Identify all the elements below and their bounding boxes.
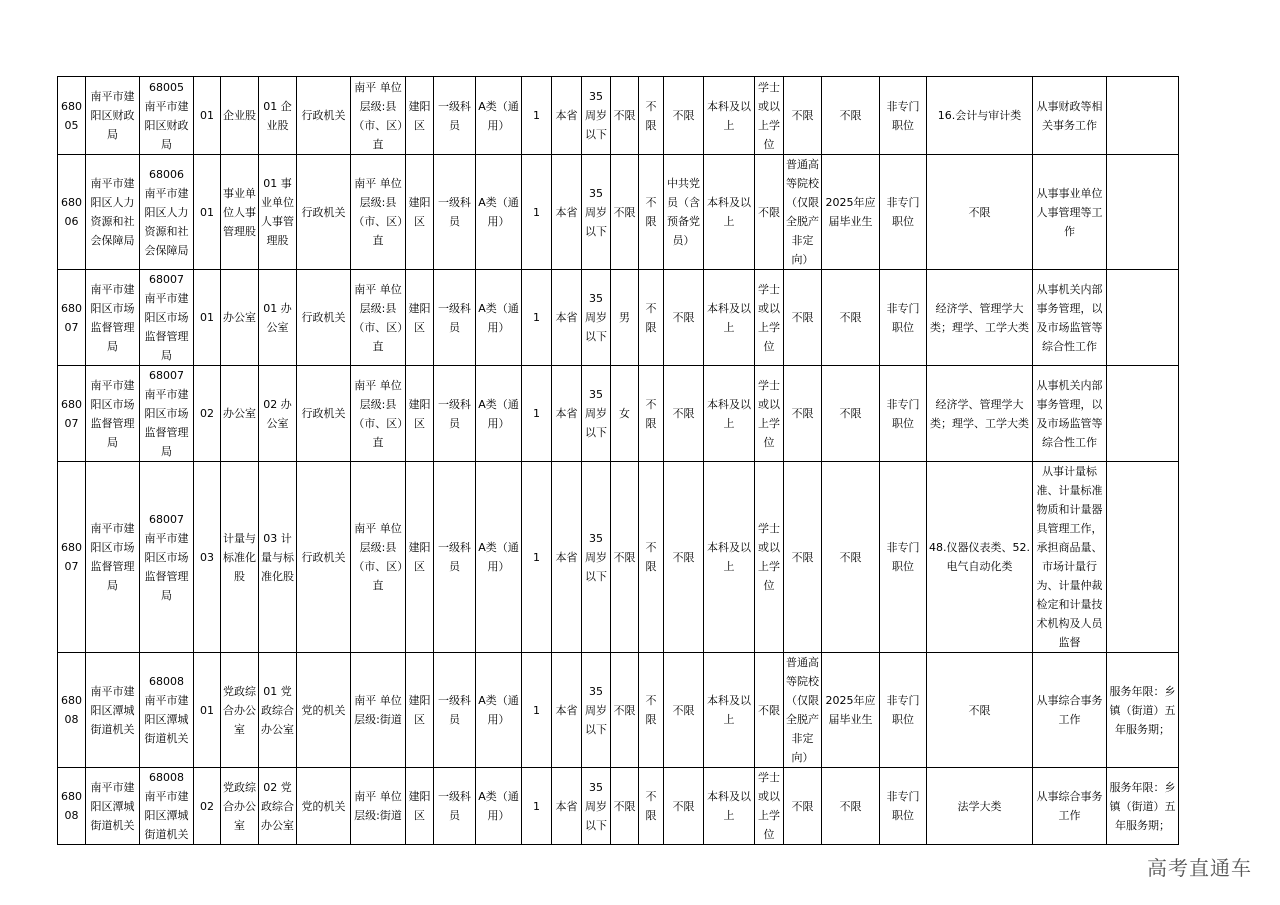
table-cell: 不限 — [639, 77, 664, 155]
table-cell — [1107, 270, 1179, 366]
table-cell: 不限 — [784, 77, 822, 155]
table-cell: 不限 — [611, 77, 639, 155]
table-cell: 本省 — [552, 768, 582, 845]
table-cell — [1107, 155, 1179, 270]
table-cell: A类（通用） — [476, 155, 522, 270]
table-cell: 南平市建阳区市场监督管理局 — [86, 462, 140, 653]
table-cell: 不限 — [755, 653, 784, 768]
table-cell: 01 企业股 — [259, 77, 297, 155]
table-cell: 普通高等院校（仅限全脱产非定向） — [784, 155, 822, 270]
table-cell: 01 党政综合办公室 — [259, 653, 297, 768]
table-cell: 南平市建阳区财政局 — [86, 77, 140, 155]
table-cell: 68005 南平市建阳区财政局 — [140, 77, 194, 155]
table-cell: 经济学、管理学大类；理学、工学大类 — [927, 270, 1033, 366]
table-cell: 本科及以上 — [704, 653, 755, 768]
table-row — [58, 462, 1179, 653]
table-row — [58, 77, 1179, 155]
table-cell: 35周岁以下 — [582, 366, 611, 462]
table-cell: 党政综合办公室 — [221, 653, 259, 768]
table-cell: 党的机关 — [297, 653, 351, 768]
table-cell: 1 — [522, 653, 552, 768]
table-cell: 从事计量标准、计量标准物质和计量器具管理工作，承担商品量、市场计量行为、计量仲裁检定和计量技术机构及人员监督 — [1033, 462, 1107, 653]
table-cell: 不限 — [784, 768, 822, 845]
table-cell: 不限 — [664, 653, 704, 768]
table-cell: 不限 — [639, 366, 664, 462]
table-body — [58, 77, 1179, 845]
table-cell: 从事机关内部事务管理，以及市场监管等综合性工作 — [1033, 366, 1107, 462]
table-cell: 一级科员 — [434, 462, 476, 653]
table-cell: 非专门职位 — [880, 653, 927, 768]
table-cell: 建阳区 — [406, 462, 434, 653]
table-cell: 68007 南平市建阳区市场监督管理局 — [140, 270, 194, 366]
table-cell: 办公室 — [221, 366, 259, 462]
table-cell — [1107, 77, 1179, 155]
table-cell: 学士或以上学位 — [755, 768, 784, 845]
table-cell: 非专门职位 — [880, 768, 927, 845]
table-cell: 本省 — [552, 155, 582, 270]
table-cell: 68007 南平市建阳区市场监督管理局 — [140, 366, 194, 462]
table-cell: 02 — [194, 366, 221, 462]
table-cell: 02 办公室 — [259, 366, 297, 462]
table-cell: 一级科员 — [434, 653, 476, 768]
table-cell: 68007 — [58, 270, 86, 366]
table-cell: 女 — [611, 366, 639, 462]
table-row — [58, 653, 1179, 768]
table-cell: 01 — [194, 77, 221, 155]
table-cell: 1 — [522, 77, 552, 155]
table-cell: 本省 — [552, 270, 582, 366]
table-cell: 03 计量与标准化股 — [259, 462, 297, 653]
table-cell: A类（通用） — [476, 366, 522, 462]
table-cell: 不限 — [639, 768, 664, 845]
table-cell: 不限 — [822, 77, 880, 155]
table-cell: 01 办公室 — [259, 270, 297, 366]
table-cell: 不限 — [927, 653, 1033, 768]
table-cell: 35周岁以下 — [582, 77, 611, 155]
table-cell: 不限 — [784, 366, 822, 462]
table-cell: 行政机关 — [297, 77, 351, 155]
table-cell: 不限 — [822, 462, 880, 653]
table-cell: 1 — [522, 462, 552, 653]
table-cell: 68006 — [58, 155, 86, 270]
table-row — [58, 155, 1179, 270]
table-cell: 非专门职位 — [880, 155, 927, 270]
table-cell: 68008 南平市建阳区潭城街道机关 — [140, 768, 194, 845]
table-cell: 中共党员（含预备党员） — [664, 155, 704, 270]
table-cell: 不限 — [611, 653, 639, 768]
table-cell: 1 — [522, 270, 552, 366]
table-cell: 01 — [194, 155, 221, 270]
table-cell: 不限 — [639, 462, 664, 653]
table-cell: 不限 — [755, 155, 784, 270]
table-cell: A类（通用） — [476, 270, 522, 366]
table-cell: 党政综合办公室 — [221, 768, 259, 845]
table-cell: 不限 — [664, 768, 704, 845]
table-cell: 本科及以上 — [704, 270, 755, 366]
table-cell — [1107, 462, 1179, 653]
table-cell: 68005 — [58, 77, 86, 155]
table-cell: 一级科员 — [434, 366, 476, 462]
table-cell: 南平市建阳区市场监督管理局 — [86, 366, 140, 462]
table-cell: 68008 — [58, 768, 86, 845]
table-cell: 68007 — [58, 366, 86, 462]
table-cell: 南平市建阳区潭城街道机关 — [86, 768, 140, 845]
table-cell: 本省 — [552, 462, 582, 653]
table-cell: 非专门职位 — [880, 462, 927, 653]
table-cell: 68008 南平市建阳区潭城街道机关 — [140, 653, 194, 768]
table-cell: 行政机关 — [297, 155, 351, 270]
table-cell: 不限 — [639, 155, 664, 270]
table-cell: 一级科员 — [434, 155, 476, 270]
table-cell: 35周岁以下 — [582, 155, 611, 270]
table-row — [58, 270, 1179, 366]
table-cell: 南平 单位层级:县（市、区）直 — [351, 77, 406, 155]
table-cell: 不限 — [664, 366, 704, 462]
table-cell: 计量与标准化股 — [221, 462, 259, 653]
table-cell: 一级科员 — [434, 768, 476, 845]
table-cell: 从事综合事务工作 — [1033, 653, 1107, 768]
table-cell: 事业单位人事管理股 — [221, 155, 259, 270]
table-cell: A类（通用） — [476, 768, 522, 845]
table-cell: 16.会计与审计类 — [927, 77, 1033, 155]
table-cell: 南平 单位层级:县（市、区）直 — [351, 155, 406, 270]
table-cell: 1 — [522, 155, 552, 270]
table-cell: 68008 — [58, 653, 86, 768]
table-cell: 非专门职位 — [880, 366, 927, 462]
table-cell: 03 — [194, 462, 221, 653]
table-cell: 01 事业单位人事管理股 — [259, 155, 297, 270]
table-cell: 不限 — [822, 270, 880, 366]
table-cell: 不限 — [664, 270, 704, 366]
table-cell: 男 — [611, 270, 639, 366]
table-cell: 68007 南平市建阳区市场监督管理局 — [140, 462, 194, 653]
table-cell: 学士或以上学位 — [755, 270, 784, 366]
table-cell: 02 党政综合办公室 — [259, 768, 297, 845]
table-cell: 南平市建阳区潭城街道机关 — [86, 653, 140, 768]
table-cell: 本科及以上 — [704, 768, 755, 845]
table-cell: 35周岁以下 — [582, 768, 611, 845]
table-cell: 不限 — [611, 155, 639, 270]
table-cell: 法学大类 — [927, 768, 1033, 845]
table-cell: 68007 — [58, 462, 86, 653]
table-cell: 非专门职位 — [880, 77, 927, 155]
table-cell: 南平 单位层级:县（市、区）直 — [351, 270, 406, 366]
table-cell: 南平市建阳区人力资源和社会保障局 — [86, 155, 140, 270]
table-cell: 服务年限：乡镇（街道）五年服务期； — [1107, 653, 1179, 768]
table-row — [58, 366, 1179, 462]
table-cell: 行政机关 — [297, 462, 351, 653]
table-cell: 35周岁以下 — [582, 653, 611, 768]
table-cell: 从事财政等相关事务工作 — [1033, 77, 1107, 155]
table-cell: 服务年限：乡镇（街道）五年服务期； — [1107, 768, 1179, 845]
table-cell: 01 — [194, 270, 221, 366]
table-cell: 行政机关 — [297, 270, 351, 366]
table-cell: 不限 — [927, 155, 1033, 270]
table-cell: 办公室 — [221, 270, 259, 366]
table-cell: 南平 单位层级:街道 — [351, 653, 406, 768]
table-cell: 建阳区 — [406, 653, 434, 768]
table-cell: 1 — [522, 366, 552, 462]
table-cell: 从事事业单位人事管理等工作 — [1033, 155, 1107, 270]
table-cell: 从事机关内部事务管理，以及市场监管等综合性工作 — [1033, 270, 1107, 366]
table-cell: 本科及以上 — [704, 366, 755, 462]
table-cell: 一级科员 — [434, 270, 476, 366]
table-cell: A类（通用） — [476, 77, 522, 155]
table-cell: 01 — [194, 653, 221, 768]
table-cell: 学士或以上学位 — [755, 366, 784, 462]
table-cell: 68006 南平市建阳区人力资源和社会保障局 — [140, 155, 194, 270]
table-cell: 建阳区 — [406, 77, 434, 155]
table-cell: A类（通用） — [476, 462, 522, 653]
table-cell: 不限 — [611, 768, 639, 845]
table-cell: 党的机关 — [297, 768, 351, 845]
table-cell: 本科及以上 — [704, 155, 755, 270]
table-cell: 不限 — [822, 768, 880, 845]
table-cell: 不限 — [784, 270, 822, 366]
table-cell: 本省 — [552, 653, 582, 768]
table-cell: 02 — [194, 768, 221, 845]
table-cell: 建阳区 — [406, 366, 434, 462]
table-cell: 1 — [522, 768, 552, 845]
table-cell: 不限 — [639, 653, 664, 768]
table-cell: 不限 — [784, 462, 822, 653]
table-cell: 普通高等院校（仅限全脱产非定向） — [784, 653, 822, 768]
table-cell: 南平 单位层级:街道 — [351, 768, 406, 845]
table-cell: 建阳区 — [406, 768, 434, 845]
table-cell: 学士或以上学位 — [755, 462, 784, 653]
table-cell: 企业股 — [221, 77, 259, 155]
table-row — [58, 768, 1179, 845]
table-cell: 35周岁以下 — [582, 270, 611, 366]
table-cell: 南平 单位层级:县（市、区）直 — [351, 366, 406, 462]
table-cell: 本科及以上 — [704, 462, 755, 653]
table-cell: 2025年应届毕业生 — [822, 155, 880, 270]
table-cell: 非专门职位 — [880, 270, 927, 366]
job-listing-table — [57, 76, 1179, 845]
table-cell: 学士或以上学位 — [755, 77, 784, 155]
table-cell: 不限 — [639, 270, 664, 366]
table-cell: 一级科员 — [434, 77, 476, 155]
table-cell: 南平市建阳区市场监督管理局 — [86, 270, 140, 366]
table-cell: 本科及以上 — [704, 77, 755, 155]
table-cell: A类（通用） — [476, 653, 522, 768]
table-cell: 不限 — [664, 77, 704, 155]
table-cell: 不限 — [611, 462, 639, 653]
table-cell: 经济学、管理学大类；理学、工学大类 — [927, 366, 1033, 462]
table-cell: 本省 — [552, 366, 582, 462]
table-cell: 48.仪器仪表类、52.电气自动化类 — [927, 462, 1033, 653]
table-cell: 建阳区 — [406, 270, 434, 366]
table-cell: 南平 单位层级:县（市、区）直 — [351, 462, 406, 653]
table-cell: 从事综合事务工作 — [1033, 768, 1107, 845]
table-cell: 本省 — [552, 77, 582, 155]
table-cell: 2025年应届毕业生 — [822, 653, 880, 768]
table-cell: 建阳区 — [406, 155, 434, 270]
table-cell — [1107, 366, 1179, 462]
table-cell: 不限 — [822, 366, 880, 462]
table-cell: 行政机关 — [297, 366, 351, 462]
watermark-text: 高考直通车 — [1147, 856, 1252, 880]
table-cell: 不限 — [664, 462, 704, 653]
table-cell: 35周岁以下 — [582, 462, 611, 653]
